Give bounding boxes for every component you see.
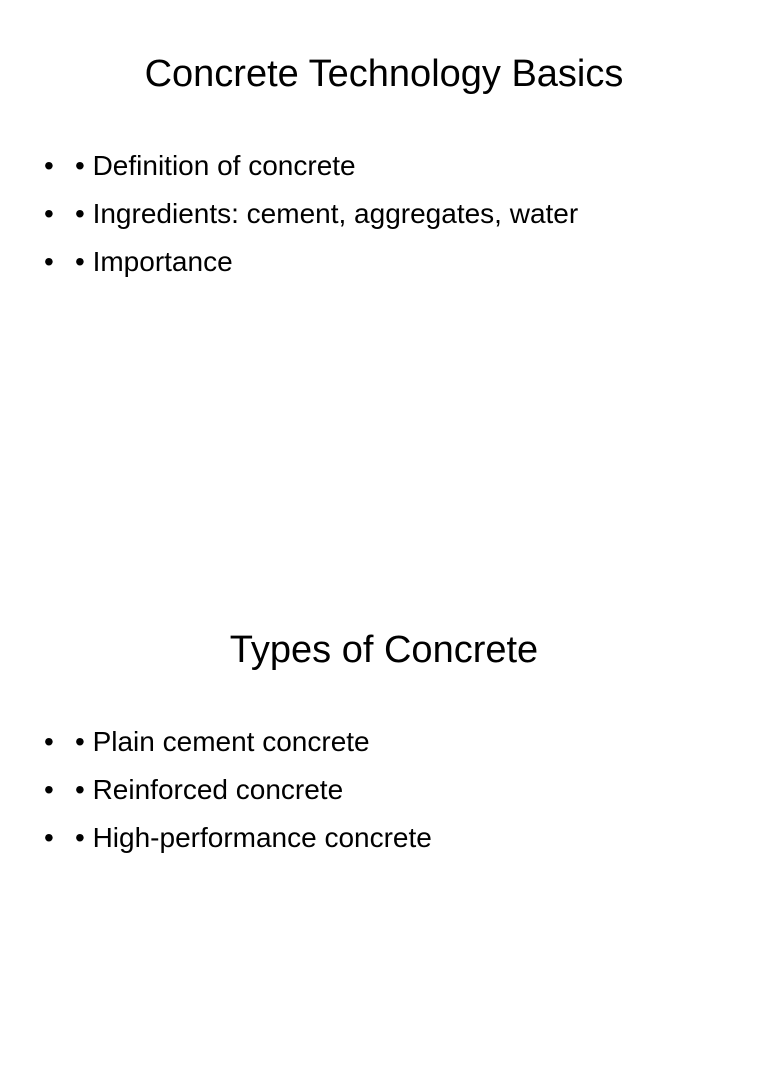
bullet-marker: •: [44, 246, 54, 277]
bullet-marker: •: [44, 774, 54, 805]
bullet-item-ingredients: [44, 190, 578, 238]
bullet-list: [44, 718, 432, 862]
bullet-item-reinforced: [44, 766, 432, 814]
bullet-text: • Importance: [75, 246, 233, 277]
bullet-text: • High-performance concrete: [75, 822, 432, 853]
bullet-text: • Plain cement concrete: [75, 726, 370, 757]
bullet-marker: •: [44, 150, 54, 181]
bullet-item-high-performance: [44, 814, 432, 862]
slide-types-of-concrete: [0, 576, 768, 1088]
bullet-text: • Definition of concrete: [75, 150, 356, 181]
bullet-marker: •: [44, 726, 54, 757]
bullet-marker: •: [44, 822, 54, 853]
bullet-text: • Ingredients: cement, aggregates, water: [75, 198, 579, 229]
bullet-marker: •: [44, 198, 54, 229]
slide-title: Types of Concrete: [229, 629, 539, 671]
slide-title: Concrete Technology Basics: [144, 53, 624, 95]
bullet-item-definition: [44, 142, 578, 190]
bullet-list: [44, 142, 578, 286]
bullet-item-importance: [44, 238, 578, 286]
slide-concrete-technology-basics: [0, 0, 768, 512]
bullet-text: • Reinforced concrete: [75, 774, 344, 805]
bullet-item-plain-cement: [44, 718, 432, 766]
